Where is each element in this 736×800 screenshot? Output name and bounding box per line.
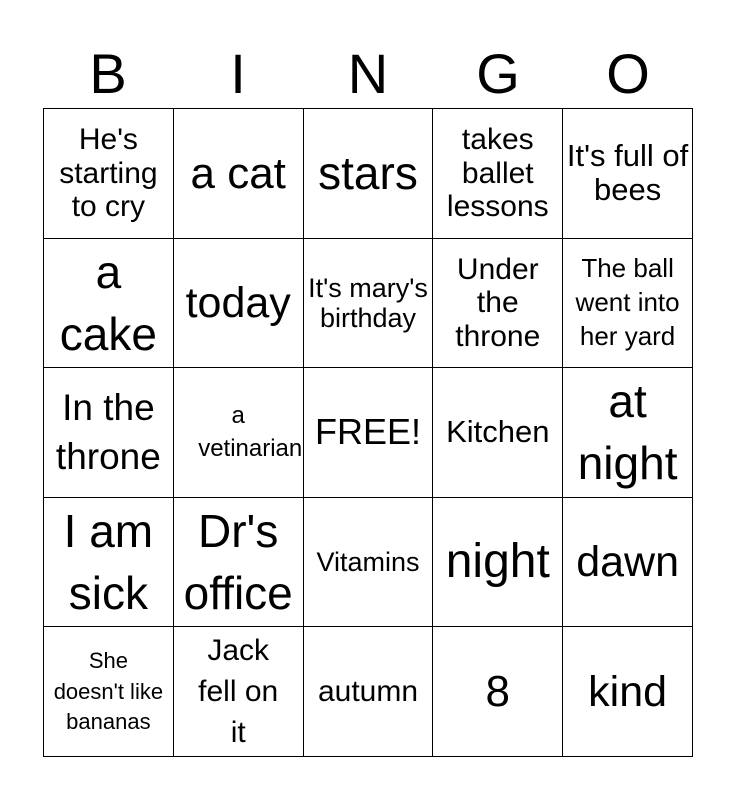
bingo-cell-r1c4 bbox=[433, 109, 563, 239]
header-letter-b: B bbox=[89, 42, 127, 105]
bingo-cell-r1c1 bbox=[44, 109, 174, 239]
bingo-header bbox=[43, 40, 693, 108]
cell-text: 8 bbox=[485, 667, 511, 717]
bingo-cell-r3c2 bbox=[174, 368, 304, 498]
header-letter-i: I bbox=[230, 42, 246, 105]
cell-text: Under the throne bbox=[455, 252, 541, 353]
cell-text: dawn bbox=[576, 538, 679, 587]
cell-text: Kitchen bbox=[446, 414, 550, 450]
bingo-cell-r1c2 bbox=[174, 109, 304, 239]
bingo-cell-r5c2 bbox=[174, 627, 304, 757]
cell-text: Dr's office bbox=[183, 505, 293, 620]
cell-text: a cake bbox=[59, 245, 157, 360]
bingo-cell-r4c3 bbox=[304, 498, 434, 628]
cell-text: autumn bbox=[317, 674, 419, 708]
bingo-cell-r5c1 bbox=[44, 627, 174, 757]
bingo-cell-r1c3 bbox=[304, 109, 434, 239]
bingo-cell-r2c4 bbox=[433, 239, 563, 369]
bingo-cell-r3c4 bbox=[433, 368, 563, 498]
bingo-cell-r2c2 bbox=[174, 239, 304, 369]
bingo-cell-r5c5 bbox=[563, 627, 693, 757]
cell-text: She doesn't like bananas bbox=[53, 648, 164, 734]
cell-text: a cat bbox=[190, 148, 286, 198]
bingo-cell-r2c3 bbox=[304, 239, 434, 369]
cell-text: The ball went into her yard bbox=[575, 253, 680, 351]
bingo-cell-r5c3 bbox=[304, 627, 434, 757]
bingo-cell-r4c2 bbox=[174, 498, 304, 628]
cell-text: takes ballet lessons bbox=[446, 122, 549, 224]
cell-text: Vitamins bbox=[316, 546, 420, 577]
cell-text: FREE! bbox=[314, 411, 421, 453]
bingo-cell-r1c5 bbox=[563, 109, 693, 239]
bingo-cell-r3c3 bbox=[304, 368, 434, 498]
bingo-cell-r3c1 bbox=[44, 368, 174, 498]
bingo-cell-r3c5 bbox=[563, 368, 693, 498]
bingo-cell-r2c5 bbox=[563, 239, 693, 369]
cell-text: I am sick bbox=[63, 505, 154, 620]
cell-text: night bbox=[445, 535, 550, 589]
cell-text: It's mary's birthday bbox=[308, 272, 428, 333]
bingo-cell-r4c5 bbox=[563, 498, 693, 628]
bingo-cell-r2c1 bbox=[44, 239, 174, 369]
cell-text: In the throne bbox=[55, 386, 161, 478]
cell-text: kind bbox=[588, 667, 668, 716]
cell-text: today bbox=[185, 278, 291, 327]
cell-text: a vetinarian bbox=[198, 401, 303, 463]
header-letter-n: N bbox=[347, 42, 389, 105]
cell-text: stars bbox=[318, 146, 418, 199]
cell-text: at night bbox=[577, 375, 678, 490]
bingo-cell-r4c4 bbox=[433, 498, 563, 628]
bingo-grid bbox=[43, 108, 693, 757]
header-letter-o: O bbox=[606, 42, 650, 105]
cell-text: It's full of bees bbox=[566, 137, 689, 208]
header-letter-g: G bbox=[476, 42, 520, 105]
bingo-cell-r5c4 bbox=[433, 627, 563, 757]
bingo-cell-r4c1 bbox=[44, 498, 174, 628]
cell-text: He's starting to cry bbox=[59, 122, 158, 224]
cell-text: Jack fell on it bbox=[198, 633, 279, 750]
